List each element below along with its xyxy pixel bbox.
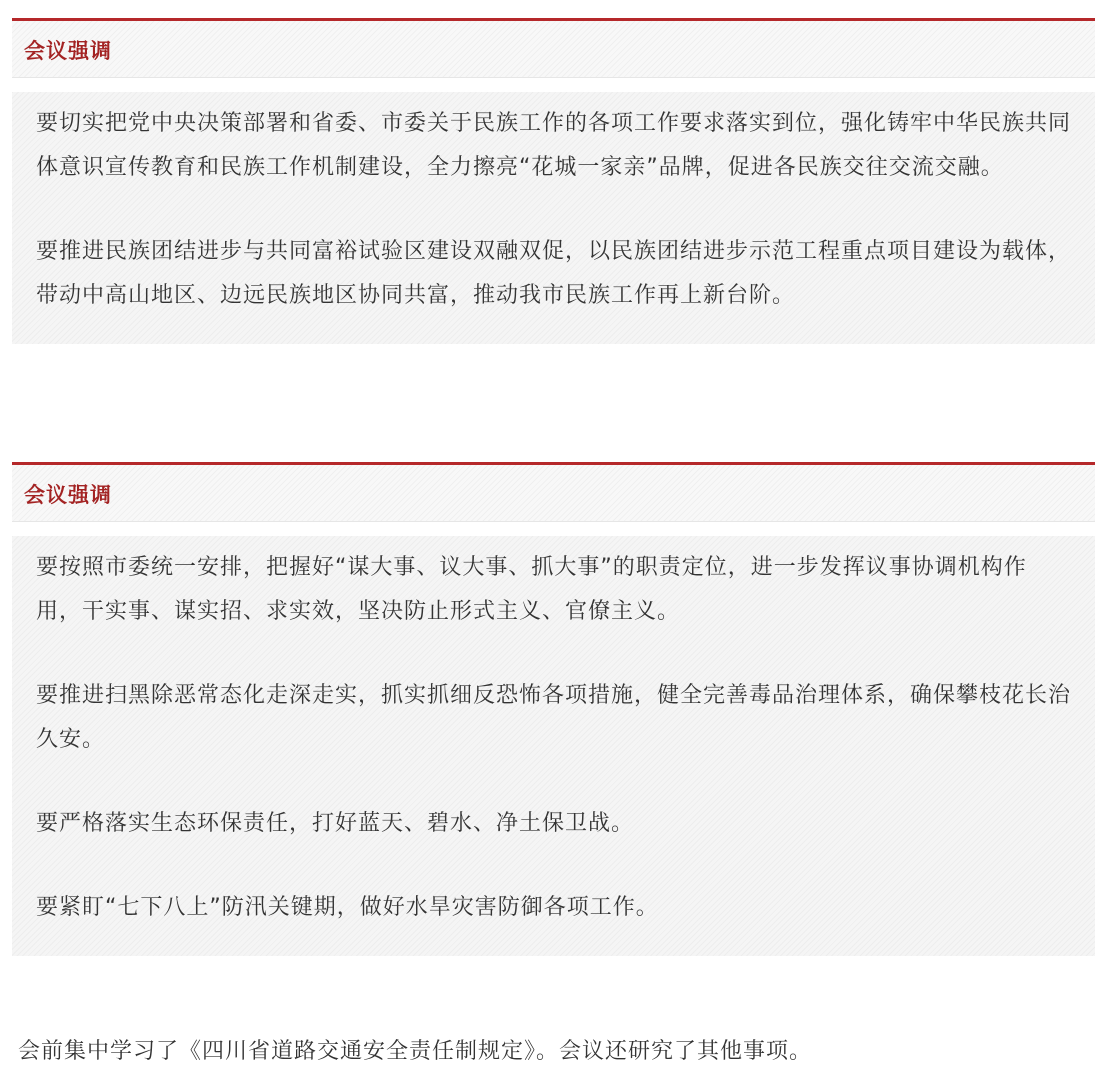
footer-paragraph: 会前集中学习了《四川省道路交通安全责任制规定》。会议还研究了其他事项。 — [18, 1039, 813, 1064]
section-paragraph: 要推进扫黑除恶常态化走深走实，抓实抓细反恐怖各项措施，健全完善毒品治理体系，确保攀枝花长治久安。 — [36, 683, 1072, 752]
section-paragraph: 要推进民族团结进步与共同富裕试验区建设双融双促，以民族团结进步示范工程重点项目建设为载体，带动中高山地区、边远民族地区协同共富，推动我市民族工作再上新台阶。 — [36, 239, 1072, 308]
emphasis-section-2 — [12, 462, 1095, 956]
section-paragraph: 要按照市委统一安排，把握好“谋大事、议大事、抓大事”的职责定位，进一步发挥议事协调机构作用，干实事、谋实招、求实效，坚决防止形式主义、官僚主义。 — [36, 555, 1027, 624]
section-header — [12, 18, 1095, 78]
section-body — [12, 92, 1095, 344]
section-body — [12, 536, 1095, 956]
emphasis-section-1 — [12, 18, 1095, 344]
section-paragraph: 要紧盯“七下八上”防汛关键期，做好水旱灾害防御各项工作。 — [36, 895, 659, 920]
section-title: 会议强调 — [24, 38, 112, 63]
section-paragraph: 要切实把党中央决策部署和省委、市委关于民族工作的各项工作要求落实到位，强化铸牢中华民族共同体意识宣传教育和民族工作机制建设，全力擦亮“花城一家亲”品牌，促进各民族交往交流交融。 — [36, 111, 1072, 180]
section-header — [12, 462, 1095, 522]
section-paragraph: 要严格落实生态环保责任，打好蓝天、碧水、净土保卫战。 — [36, 811, 635, 836]
section-title: 会议强调 — [24, 482, 112, 507]
